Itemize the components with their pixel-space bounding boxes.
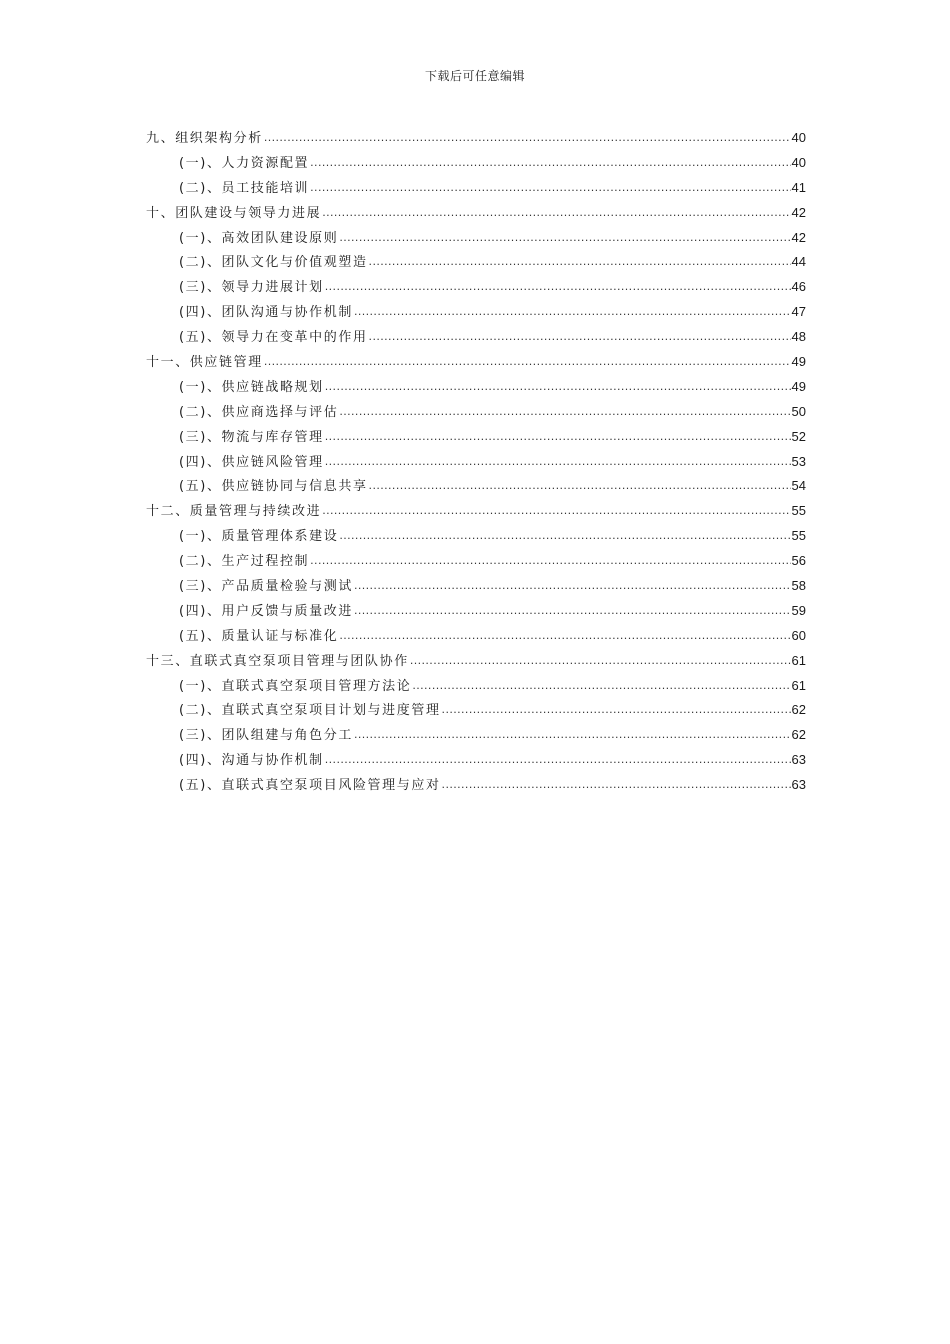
toc-dot-leader <box>339 226 790 251</box>
toc-dot-leader <box>310 151 790 176</box>
toc-entry-title: (四)、团队沟通与协作机制 <box>179 305 353 321</box>
toc-page-number: 40 <box>791 130 806 145</box>
toc-page-number: 49 <box>791 354 806 370</box>
toc-page-number: 49 <box>791 378 806 394</box>
toc-dot-leader <box>264 126 791 151</box>
toc-page-number: 56 <box>791 553 806 569</box>
toc-entry-title: (二)、供应商选择与评估 <box>179 404 339 420</box>
toc-page-number: 61 <box>791 652 806 668</box>
toc-page-number: 42 <box>791 204 806 220</box>
toc-dot-leader <box>325 275 791 300</box>
toc-entry-title: (三)、团队组建与角色分工 <box>179 728 353 744</box>
toc-page-number: 44 <box>791 254 806 270</box>
toc-entry-title: (二)、生产过程控制 <box>179 554 310 570</box>
toc-section-entry[interactable] <box>146 624 806 649</box>
toc-entry-title: (四)、供应链风险管理 <box>179 454 324 470</box>
toc-page-number: 40 <box>791 154 806 170</box>
toc-entry-title: (一)、供应链战略规划 <box>179 379 324 395</box>
toc-section-entry[interactable] <box>146 450 806 475</box>
toc-page-number: 62 <box>791 727 806 743</box>
toc-section-entry[interactable] <box>146 524 806 549</box>
toc-entry-title: (四)、沟通与协作机制 <box>179 753 324 769</box>
toc-section-entry[interactable] <box>146 325 806 350</box>
toc-dot-leader <box>354 574 791 599</box>
toc-page-number: 61 <box>791 677 806 693</box>
toc-section-entry[interactable] <box>146 773 806 798</box>
toc-page-number: 53 <box>791 453 806 469</box>
toc-entry-title: (一)、质量管理体系建设 <box>179 529 339 545</box>
toc-dot-leader <box>442 698 791 723</box>
toc-entry-title: (一)、直联式真空泵项目管理方法论 <box>179 678 412 694</box>
toc-section-entry[interactable] <box>146 574 806 599</box>
toc-entry-title: (二)、团队文化与价值观塑造 <box>179 255 368 271</box>
toc-entry-title: (二)、员工技能培训 <box>179 180 310 196</box>
toc-dot-leader <box>325 748 791 773</box>
toc-dot-leader <box>410 649 791 674</box>
toc-chapter-entry[interactable] <box>146 499 806 524</box>
toc-section-entry[interactable] <box>146 250 806 275</box>
toc-dot-leader <box>369 250 791 275</box>
toc-entry-title: (五)、直联式真空泵项目风险管理与应对 <box>179 778 441 794</box>
toc-dot-leader <box>369 474 791 499</box>
toc-page-number: 41 <box>791 179 806 195</box>
toc-page-number: 62 <box>791 702 806 718</box>
toc-page-number: 54 <box>791 478 806 494</box>
toc-page-number: 48 <box>791 329 806 345</box>
toc-page-number: 52 <box>791 428 806 444</box>
toc-chapter-entry[interactable] <box>146 201 806 226</box>
toc-entry-title: (一)、高效团队建设原则 <box>179 230 339 246</box>
toc-dot-leader <box>412 674 790 699</box>
toc-entry-title: (四)、用户反馈与质量改进 <box>179 603 353 619</box>
toc-dot-leader <box>325 375 791 400</box>
toc-dot-leader <box>310 176 790 201</box>
toc-dot-leader <box>322 499 790 524</box>
toc-section-entry[interactable] <box>146 723 806 748</box>
toc-page-number: 58 <box>791 578 806 594</box>
toc-page-number: 47 <box>791 304 806 320</box>
toc-page-number: 59 <box>791 602 806 618</box>
toc-entry-title: (三)、领导力进展计划 <box>179 280 324 296</box>
toc-chapter-entry[interactable] <box>146 350 806 375</box>
toc-page-number: 63 <box>791 752 806 768</box>
toc-entry-title: 九、组织架构分析 <box>146 131 263 146</box>
toc-section-entry[interactable] <box>146 300 806 325</box>
toc-dot-leader <box>354 300 791 325</box>
toc-page-number: 46 <box>791 279 806 295</box>
toc-entry-title: (三)、产品质量检验与测试 <box>179 579 353 595</box>
toc-section-entry[interactable] <box>146 275 806 300</box>
toc-dot-leader <box>339 400 790 425</box>
toc-section-entry[interactable] <box>146 698 806 723</box>
toc-entry-title: 十一、供应链管理 <box>146 355 263 371</box>
toc-entry-title: 十二、质量管理与持续改进 <box>146 504 322 520</box>
toc-page-number: 60 <box>791 627 806 643</box>
toc-entry-title: 十、团队建设与领导力进展 <box>146 205 322 221</box>
toc-dot-leader <box>339 524 790 549</box>
toc-entry-title: 十三、直联式真空泵项目管理与团队协作 <box>146 653 409 669</box>
toc-section-entry[interactable] <box>146 151 806 176</box>
toc-dot-leader <box>369 325 791 350</box>
table-of-contents <box>146 126 806 798</box>
toc-section-entry[interactable] <box>146 176 806 201</box>
toc-dot-leader <box>354 599 791 624</box>
toc-chapter-entry[interactable] <box>146 649 806 674</box>
toc-page-number: 42 <box>791 229 806 245</box>
toc-page-number: 63 <box>791 777 806 793</box>
toc-page-number: 50 <box>791 403 806 419</box>
toc-section-entry[interactable] <box>146 474 806 499</box>
toc-dot-leader <box>264 350 791 375</box>
toc-entry-title: (五)、供应链协同与信息共享 <box>179 479 368 495</box>
toc-dot-leader <box>325 425 791 450</box>
toc-section-entry[interactable] <box>146 599 806 624</box>
toc-entry-title: (五)、质量认证与标准化 <box>179 628 339 644</box>
toc-chapter-entry[interactable] <box>146 126 806 151</box>
toc-section-entry[interactable] <box>146 375 806 400</box>
toc-dot-leader <box>442 773 791 798</box>
toc-section-entry[interactable] <box>146 400 806 425</box>
toc-section-entry[interactable] <box>146 748 806 773</box>
toc-section-entry[interactable] <box>146 549 806 574</box>
toc-entry-title: (五)、领导力在变革中的作用 <box>179 330 368 346</box>
toc-section-entry[interactable] <box>146 425 806 450</box>
toc-section-entry[interactable] <box>146 674 806 699</box>
toc-entry-title: (三)、物流与库存管理 <box>179 429 324 445</box>
toc-entry-title: (二)、直联式真空泵项目计划与进度管理 <box>179 703 441 719</box>
toc-page-number: 55 <box>791 503 806 519</box>
toc-dot-leader <box>325 450 791 475</box>
toc-section-entry[interactable] <box>146 226 806 251</box>
toc-page-number: 55 <box>791 528 806 544</box>
toc-entry-title: (一)、人力资源配置 <box>179 155 310 171</box>
toc-dot-leader <box>339 624 790 649</box>
header-note: 下载后可任意编辑 <box>424 69 525 83</box>
toc-dot-leader <box>310 549 790 574</box>
toc-dot-leader <box>354 723 791 748</box>
toc-dot-leader <box>322 201 790 226</box>
